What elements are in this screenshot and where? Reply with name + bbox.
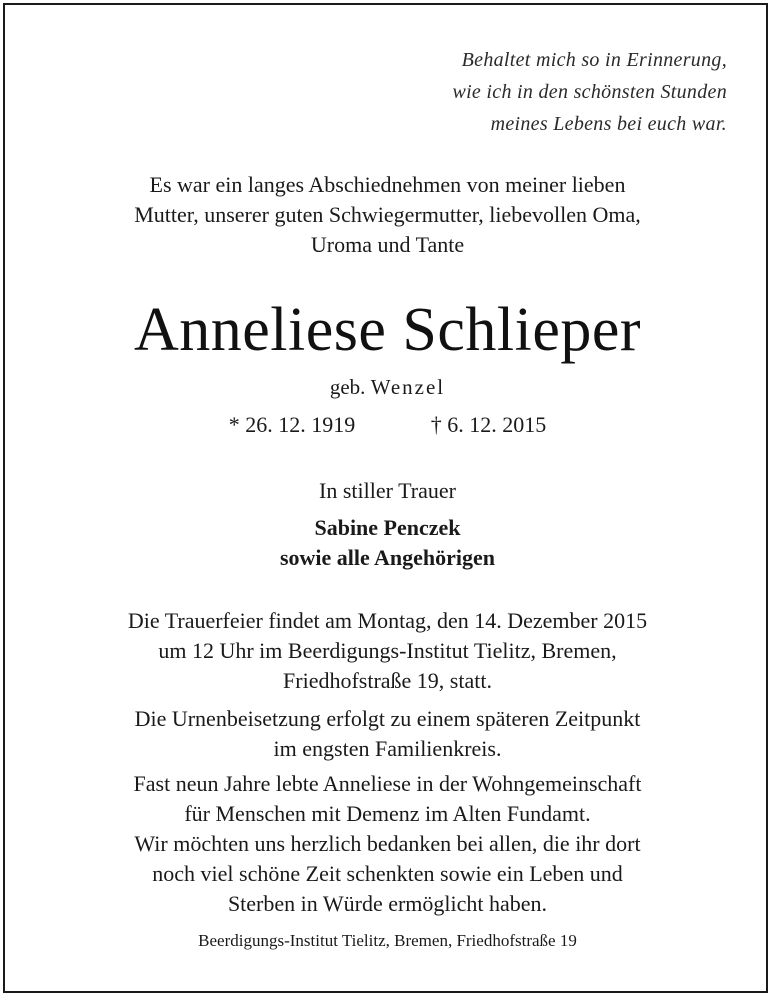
funeral-line: Die Trauerfeier findet am Montag, den 14. Dezember 2015 (127, 608, 648, 633)
mourning-phrase: In stiller Trauer (319, 478, 456, 503)
intro-line: Es war ein langes Abschiednehmen von meiner lieben (149, 172, 626, 197)
intro-line: Mutter, unserer guten Schwiegermutter, liebevollen Oma, (134, 202, 641, 227)
thanks-line: für Menschen mit Demenz im Alten Fundamt. (184, 801, 591, 826)
mourner-name: Sabine Penczek (314, 515, 461, 540)
mourners-list (0, 513, 775, 573)
urn-line: im engsten Familienkreis. (273, 736, 502, 761)
life-dates (0, 410, 775, 440)
intro-line: Uroma und Tante (310, 232, 465, 257)
funeral-home-footer: Beerdigungs-Institut Tielitz, Bremen, Friedhofstraße 19 (198, 931, 577, 950)
intro-text (0, 170, 775, 260)
thanks-line: noch viel schöne Zeit schenkten sowie ein Leben und (152, 861, 623, 886)
birth-date: * 26. 12. 1919 (228, 412, 356, 437)
motto-quote (452, 44, 727, 140)
motto-line: Behaltet mich so in Erinnerung, (461, 49, 727, 71)
motto-line: meines Lebens bei euch war. (490, 113, 727, 135)
maiden-name-value: Wenzel (370, 375, 446, 399)
deceased-name: Anneliese Schlieper (133, 296, 642, 364)
funeral-line: um 12 Uhr im Beerdigungs-Institut Tielitz, Bremen, (158, 638, 617, 663)
maiden-name (0, 373, 775, 401)
urn-details (0, 704, 775, 764)
urn-line: Die Urnenbeisetzung erfolgt zu einem späteren Zeitpunkt (134, 706, 641, 731)
funeral-details (0, 606, 775, 696)
thanks-line: Fast neun Jahre lebte Anneliese in der Wohngemeinschaft (133, 771, 642, 796)
thanks-text (0, 769, 775, 919)
thanks-line: Sterben in Würde ermöglicht haben. (227, 891, 548, 916)
maiden-name-prefix: geb. (329, 375, 366, 399)
mourner-name: sowie alle Angehörigen (279, 545, 496, 570)
funeral-line: Friedhofstraße 19, statt. (283, 668, 492, 693)
thanks-line: Wir möchten uns herzlich bedanken bei allen, die ihr dort (134, 831, 641, 856)
motto-line: wie ich in den schönsten Stunden (452, 81, 727, 103)
death-date: † 6. 12. 2015 (430, 412, 547, 437)
